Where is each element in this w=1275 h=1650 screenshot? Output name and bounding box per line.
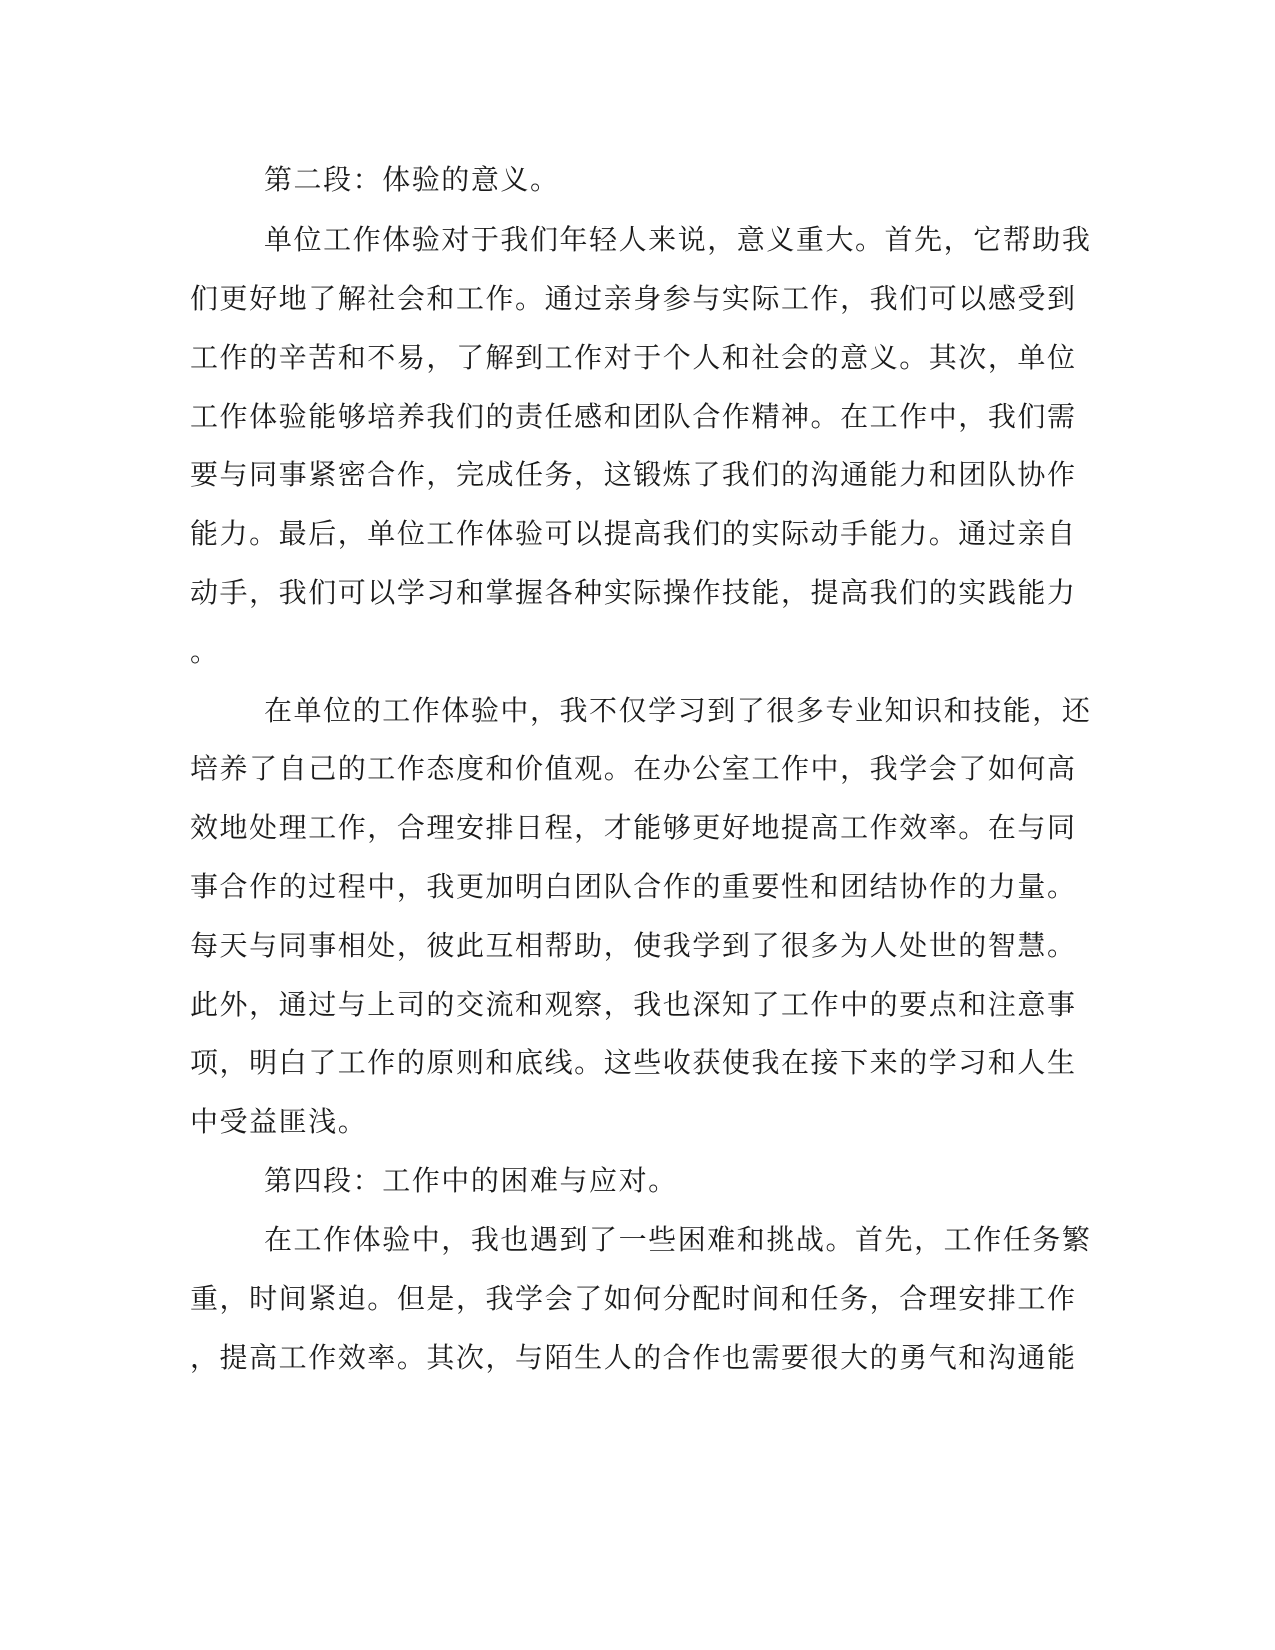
paragraph-line: 要与同事紧密合作，完成任务，这锻炼了我们的沟通能力和团队协作	[190, 458, 1077, 491]
paragraph-line: 们更好地了解社会和工作。通过亲身参与实际工作，我们可以感受到	[190, 282, 1077, 315]
paragraph-line: 。	[190, 635, 220, 668]
paragraph-line: 能力。最后，单位工作体验可以提高我们的实际动手能力。通过亲自	[190, 517, 1077, 550]
paragraph-line: 单位工作体验对于我们年轻人来说，意义重大。首先，它帮助我	[264, 223, 1092, 256]
paragraph-line: 在单位的工作体验中，我不仅学习到了很多专业知识和技能，还	[264, 694, 1092, 727]
paragraph-line: 在工作体验中，我也遇到了一些困难和挑战。首先，工作任务繁	[264, 1223, 1092, 1256]
paragraph-line: 重，时间紧迫。但是，我学会了如何分配时间和任务，合理安排工作	[190, 1282, 1077, 1315]
paragraph-line: 中受益匪浅。	[190, 1105, 368, 1138]
paragraph-line: 事合作的过程中，我更加明白团队合作的重要性和团结协作的力量。	[190, 870, 1077, 903]
paragraph-line: 工作体验能够培养我们的责任感和团队合作精神。在工作中，我们需	[190, 400, 1077, 433]
paragraph-line: 效地处理工作，合理安排日程，才能够更好地提高工作效率。在与同	[190, 811, 1077, 844]
section-heading: 第二段：体验的意义。	[264, 163, 560, 196]
paragraph-line: 工作的辛苦和不易，了解到工作对于个人和社会的意义。其次，单位	[190, 341, 1077, 374]
paragraph-line: ，提高工作效率。其次，与陌生人的合作也需要很大的勇气和沟通能	[190, 1341, 1077, 1374]
paragraph-line: 动手，我们可以学习和掌握各种实际操作技能，提高我们的实践能力	[190, 576, 1077, 609]
paragraph-line: 每天与同事相处，彼此互相帮助，使我学到了很多为人处世的智慧。	[190, 929, 1077, 962]
paragraph-line: 培养了自己的工作态度和价值观。在办公室工作中，我学会了如何高	[190, 752, 1077, 785]
section-heading: 第四段：工作中的困难与应对。	[264, 1164, 678, 1197]
paragraph-line: 此外，通过与上司的交流和观察，我也深知了工作中的要点和注意事	[190, 988, 1077, 1021]
paragraph-line: 项，明白了工作的原则和底线。这些收获使我在接下来的学习和人生	[190, 1046, 1077, 1079]
